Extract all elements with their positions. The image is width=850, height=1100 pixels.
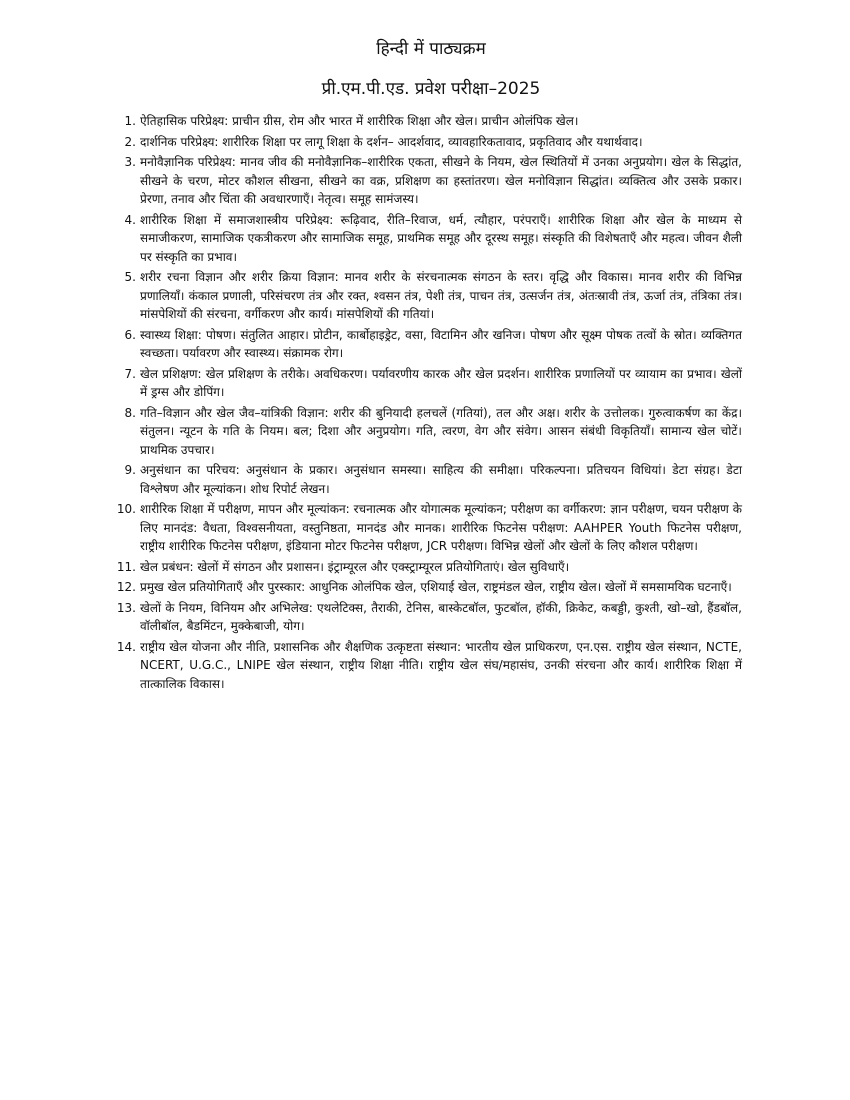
syllabus-item [116,500,742,556]
syllabus-item [120,112,742,131]
syllabus-item [120,365,742,402]
syllabus-item-number: 3. [124,155,136,169]
syllabus-item-number: 12. [116,580,136,594]
page-title: हिन्दी में पाठ्यक्रम [376,39,486,59]
syllabus-item-number: 6. [124,327,136,342]
syllabus-item-text: शारीरिक शिक्षा में समाजशास्त्रीय परिप्रेक्ष्य: रूढ़िवाद, रीति–रिवाज, धर्म, त्यौहार, परंपराएँ। शारीरिक शिक्षा और खेल के माध्यम से समाजीकरण, सामाजिक एकत्रीकरण और सामाजिक समूह, प्राथमिक समूह और दूरस्थ समूह। संस्कृति की विशेषताएँ और महत्व। जीवन शैली पर संस्कृति का प्रभाव। [140,212,742,264]
syllabus-item-text: शारीरिक शिक्षा में परीक्षण, मापन और मूल्यांकन: रचनात्मक और योगात्मक मूल्यांकन; परीक्षण का वर्गीकरण: ज्ञान परीक्षण, चयन परीक्षण के लिए मानदंड: वैधता, विश्वसनीयता, वस्तुनिष्ठता, मानदंड और मानक। शारीरिक फिटनेस परीक्षण: AAHPER Youth फिटनेस परीक्षण, राष्ट्रीय शारीरिक फिटनेस परीक्षण, इंडियाना मोटर फिटनेस परीक्षण, JCR परीक्षण। विभिन्न खेलों और खेलों के लिए कौशल परीक्षण। [140,502,742,553]
syllabus-list [116,112,742,693]
syllabus-item [120,153,742,209]
syllabus-item-number: 7. [124,366,136,381]
page-subtitle: प्री.एम.पी.एड. प्रवेश परीक्षा–2025 [321,79,541,99]
syllabus-item-number: 9. [124,463,136,477]
syllabus-item-text: ऐतिहासिक परिप्रेक्ष्य: प्राचीन ग्रीस, रोम और भारत में शारीरिक शिक्षा और खेल। प्राचीन ओलंपिक खेल। [140,114,579,128]
syllabus-item [116,599,742,636]
syllabus-item-number: 5. [124,270,136,284]
syllabus-item [120,268,742,324]
syllabus-item-number: 1. [124,114,136,128]
syllabus-item-number: 13. [116,600,136,615]
syllabus-item [120,211,742,267]
syllabus-item [116,558,742,577]
syllabus-item [120,133,742,152]
syllabus-item [120,404,742,460]
syllabus-item-text: शरीर रचना विज्ञान और शरीर क्रिया विज्ञान: मानव शरीर के संरचनात्मक संगठन के स्तर। वृद्धि और विकास। मानव शरीर की विभिन्न प्रणालियाँ। कंकाल प्रणाली, परिसंचरण तंत्र और रक्त, श्वसन तंत्र, पेशी तंत्र, पाचन तंत्र, उत्सर्जन तंत्र, अंतःस्रावी तंत्र, ऊर्जा तंत्र, तंत्रिका तंत्र। मांसपेशियों की संरचना, वर्गीकरण और कार्य। मांसपेशियों की गतियां। [140,270,742,321]
syllabus-item-text: दार्शनिक परिप्रेक्ष्य: शारीरिक शिक्षा पर लागू शिक्षा के दर्शन– आदर्शवाद, व्यावहारिकतावाद, प्रकृतिवाद और यथार्थवाद। [140,134,643,149]
syllabus-item [116,578,742,597]
syllabus-item-text: खेलों के नियम, विनियम और अभिलेख: एथलेटिक्स, तैराकी, टेनिस, बास्केटबॉल, फुटबॉल, हॉकी, क्रिकेट, कबड्डी, कुश्ती, खो–खो, हैंडबॉल, वॉलीबॉल, बैडमिंटन, मुक्केबाजी, योग। [140,600,742,633]
syllabus-item-text: खेल प्रशिक्षण: खेल प्रशिक्षण के तरीके। अवधिकरण। पर्यावरणीय कारक और खेल प्रदर्शन। शारीरिक प्रणालियों पर व्यायाम का प्रभाव। खेलों में ड्रग्स और डोपिंग। [140,366,742,399]
syllabus-item-number: 14. [116,639,136,654]
syllabus-item-text: स्वास्थ्य शिक्षा: पोषण। संतुलित आहार। प्रोटीन, कार्बोहाइड्रेट, वसा, विटामिन और खनिज। पोषण और सूक्ष्म पोषक तत्वों के स्रोत। व्यक्तिगत स्वच्छता। पर्यावरण और स्वास्थ्य। संक्रामक रोग। [140,327,742,360]
syllabus-item [120,461,742,498]
syllabus-item [120,326,742,363]
syllabus-item-number: 4. [124,212,136,227]
syllabus-item-text: मनोवैज्ञानिक परिप्रेक्ष्य: मानव जीव की मनोवैज्ञानिक–शारीरिक एकता, सीखने के नियम, खेल स्थितियों में उनका अनुप्रयोग। खेल के सिद्धांत, सीखने के चरण, मोटर कौशल सीखना, सीखने का वक्र, प्रशिक्षण का हस्तांतरण। खेल मनोविज्ञान सिद्धांत। व्यक्तित्व और उसके प्रकार। प्रेरणा, तनाव और चिंता की अवधारणाएँ। नेतृत्व। समूह सामंजस्य। [140,155,742,206]
syllabus-item-number: 8. [124,405,136,420]
syllabus-item-text: गति–विज्ञान और खेल जैव–यांत्रिकी विज्ञान: शरीर की बुनियादी हलचलें (गतियां), तल और अक्ष। शरीर के उत्तोलक। गुरुत्वाकर्षण का केंद्र। संतुलन। न्यूटन के गति के नियम। बल; दिशा और अनुप्रयोग। गति, त्वरण, वेग और संवेग। आसन संबंधी विकृतियाँ। सामान्य खेल चोटें। प्राथमिक उपचार। [140,405,742,457]
syllabus-item-text: खेल प्रबंधन: खेलों में संगठन और प्रशासन। इंट्राम्यूरल और एक्स्ट्राम्यूरल प्रतियोगिताएं। खेल सुविधाएँ। [140,559,570,574]
syllabus-item-text: अनुसंधान का परिचय: अनुसंधान के प्रकार। अनुसंधान समस्या। साहित्य की समीक्षा। परिकल्पना। प्रतिचयन विधियां। डेटा संग्रह। डेटा विश्लेषण और मूल्यांकन। शोध रिपोर्ट लेखन। [140,463,742,496]
syllabus-item-number: 10. [116,502,136,516]
syllabus-item [116,638,742,694]
syllabus-item-number: 2. [124,134,136,149]
syllabus-item-text: राष्ट्रीय खेल योजना और नीति, प्रशासनिक और शैक्षणिक उत्कृष्टता संस्थान: भारतीय खेल प्राधिकरण, एन.एस. राष्ट्रीय खेल संस्थान, NCTE, NCERT, U.G.C., LNIPE खेल संस्थान, राष्ट्रीय शिक्षा नीति। राष्ट्रीय खेल संघ/महासंघ, उनकी संरचना और कार्य। शारीरिक शिक्षा में तात्कालिक विकास। [140,639,742,691]
syllabus-item-text: प्रमुख खेल प्रतियोगिताएँ और पुरस्कार: आधुनिक ओलंपिक खेल, एशियाई खेल, राष्ट्रमंडल खेल, राष्ट्रीय खेल। खेलों में समसामयिक घटनाएँ। [140,580,732,594]
syllabus-item-number: 11. [116,559,136,574]
